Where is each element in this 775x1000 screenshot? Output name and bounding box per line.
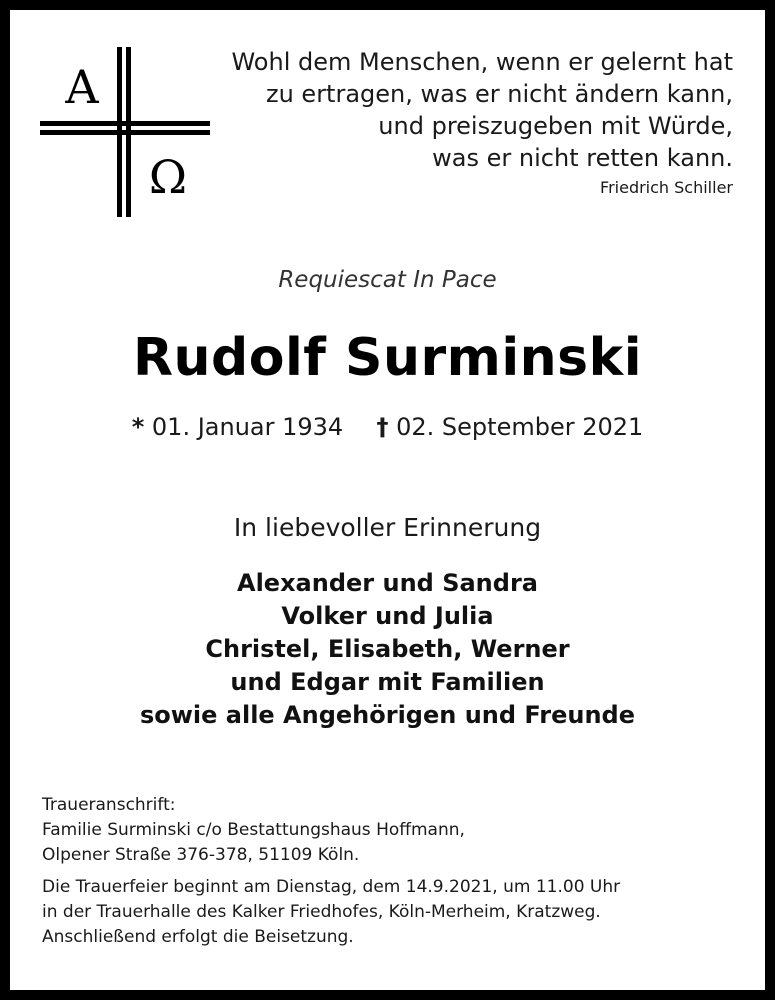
address-label: Traueranschrift: — [42, 795, 176, 815]
quote-line: zu ertragen, was er nicht ändern kann, — [265, 80, 733, 108]
address-line: Familie Surminski c/o Bestattungshaus Hoffmann, — [42, 820, 465, 840]
birth-date: 01. Januar 1934 — [151, 413, 344, 441]
quote-line: Wohl dem Menschen, wenn er gelernt hat — [231, 48, 733, 76]
memory-line: In liebevoller Erinnerung — [233, 513, 542, 542]
ceremony-info — [42, 875, 620, 950]
alpha-letter: A — [65, 60, 99, 114]
quote-line: und preiszugeben mit Würde, — [378, 112, 733, 140]
mourner-line: Volker und Julia — [281, 602, 494, 630]
quote-author: Friedrich Schiller — [600, 178, 733, 197]
mourner-line: und Edgar mit Familien — [230, 668, 545, 696]
mourner-line: Christel, Elisabeth, Werner — [205, 635, 570, 663]
ceremony-line: in der Trauerhalle des Kalker Friedhofes, Köln-Merheim, Kratzweg. — [42, 902, 601, 922]
omega-letter: Ω — [148, 150, 188, 204]
requiescat-line: Requiescat In Pace — [278, 267, 497, 293]
life-dates — [10, 413, 765, 441]
ceremony-line: Die Trauerfeier beginnt am Dienstag, dem 14.9.2021, um 11.00 Uhr — [42, 877, 621, 897]
mourners-list — [10, 567, 765, 732]
death-cross-icon: † — [376, 413, 389, 441]
mourning-address — [42, 793, 465, 868]
ceremony-line: Anschließend erfolgt die Beisetzung. — [42, 927, 354, 947]
quote-line: was er nicht retten kann. — [432, 144, 733, 172]
obituary-page — [10, 10, 765, 990]
death-date: 02. September 2021 — [396, 413, 644, 441]
mourner-line: Alexander und Sandra — [237, 569, 538, 597]
mourner-line: sowie alle Angehörigen und Freunde — [139, 701, 636, 729]
deceased-name: Rudolf Surminski — [132, 328, 643, 388]
address-line: Olpener Straße 376-378, 51109 Köln. — [42, 845, 360, 865]
birth-star-icon: * — [131, 413, 145, 441]
schiller-quote — [173, 46, 733, 174]
